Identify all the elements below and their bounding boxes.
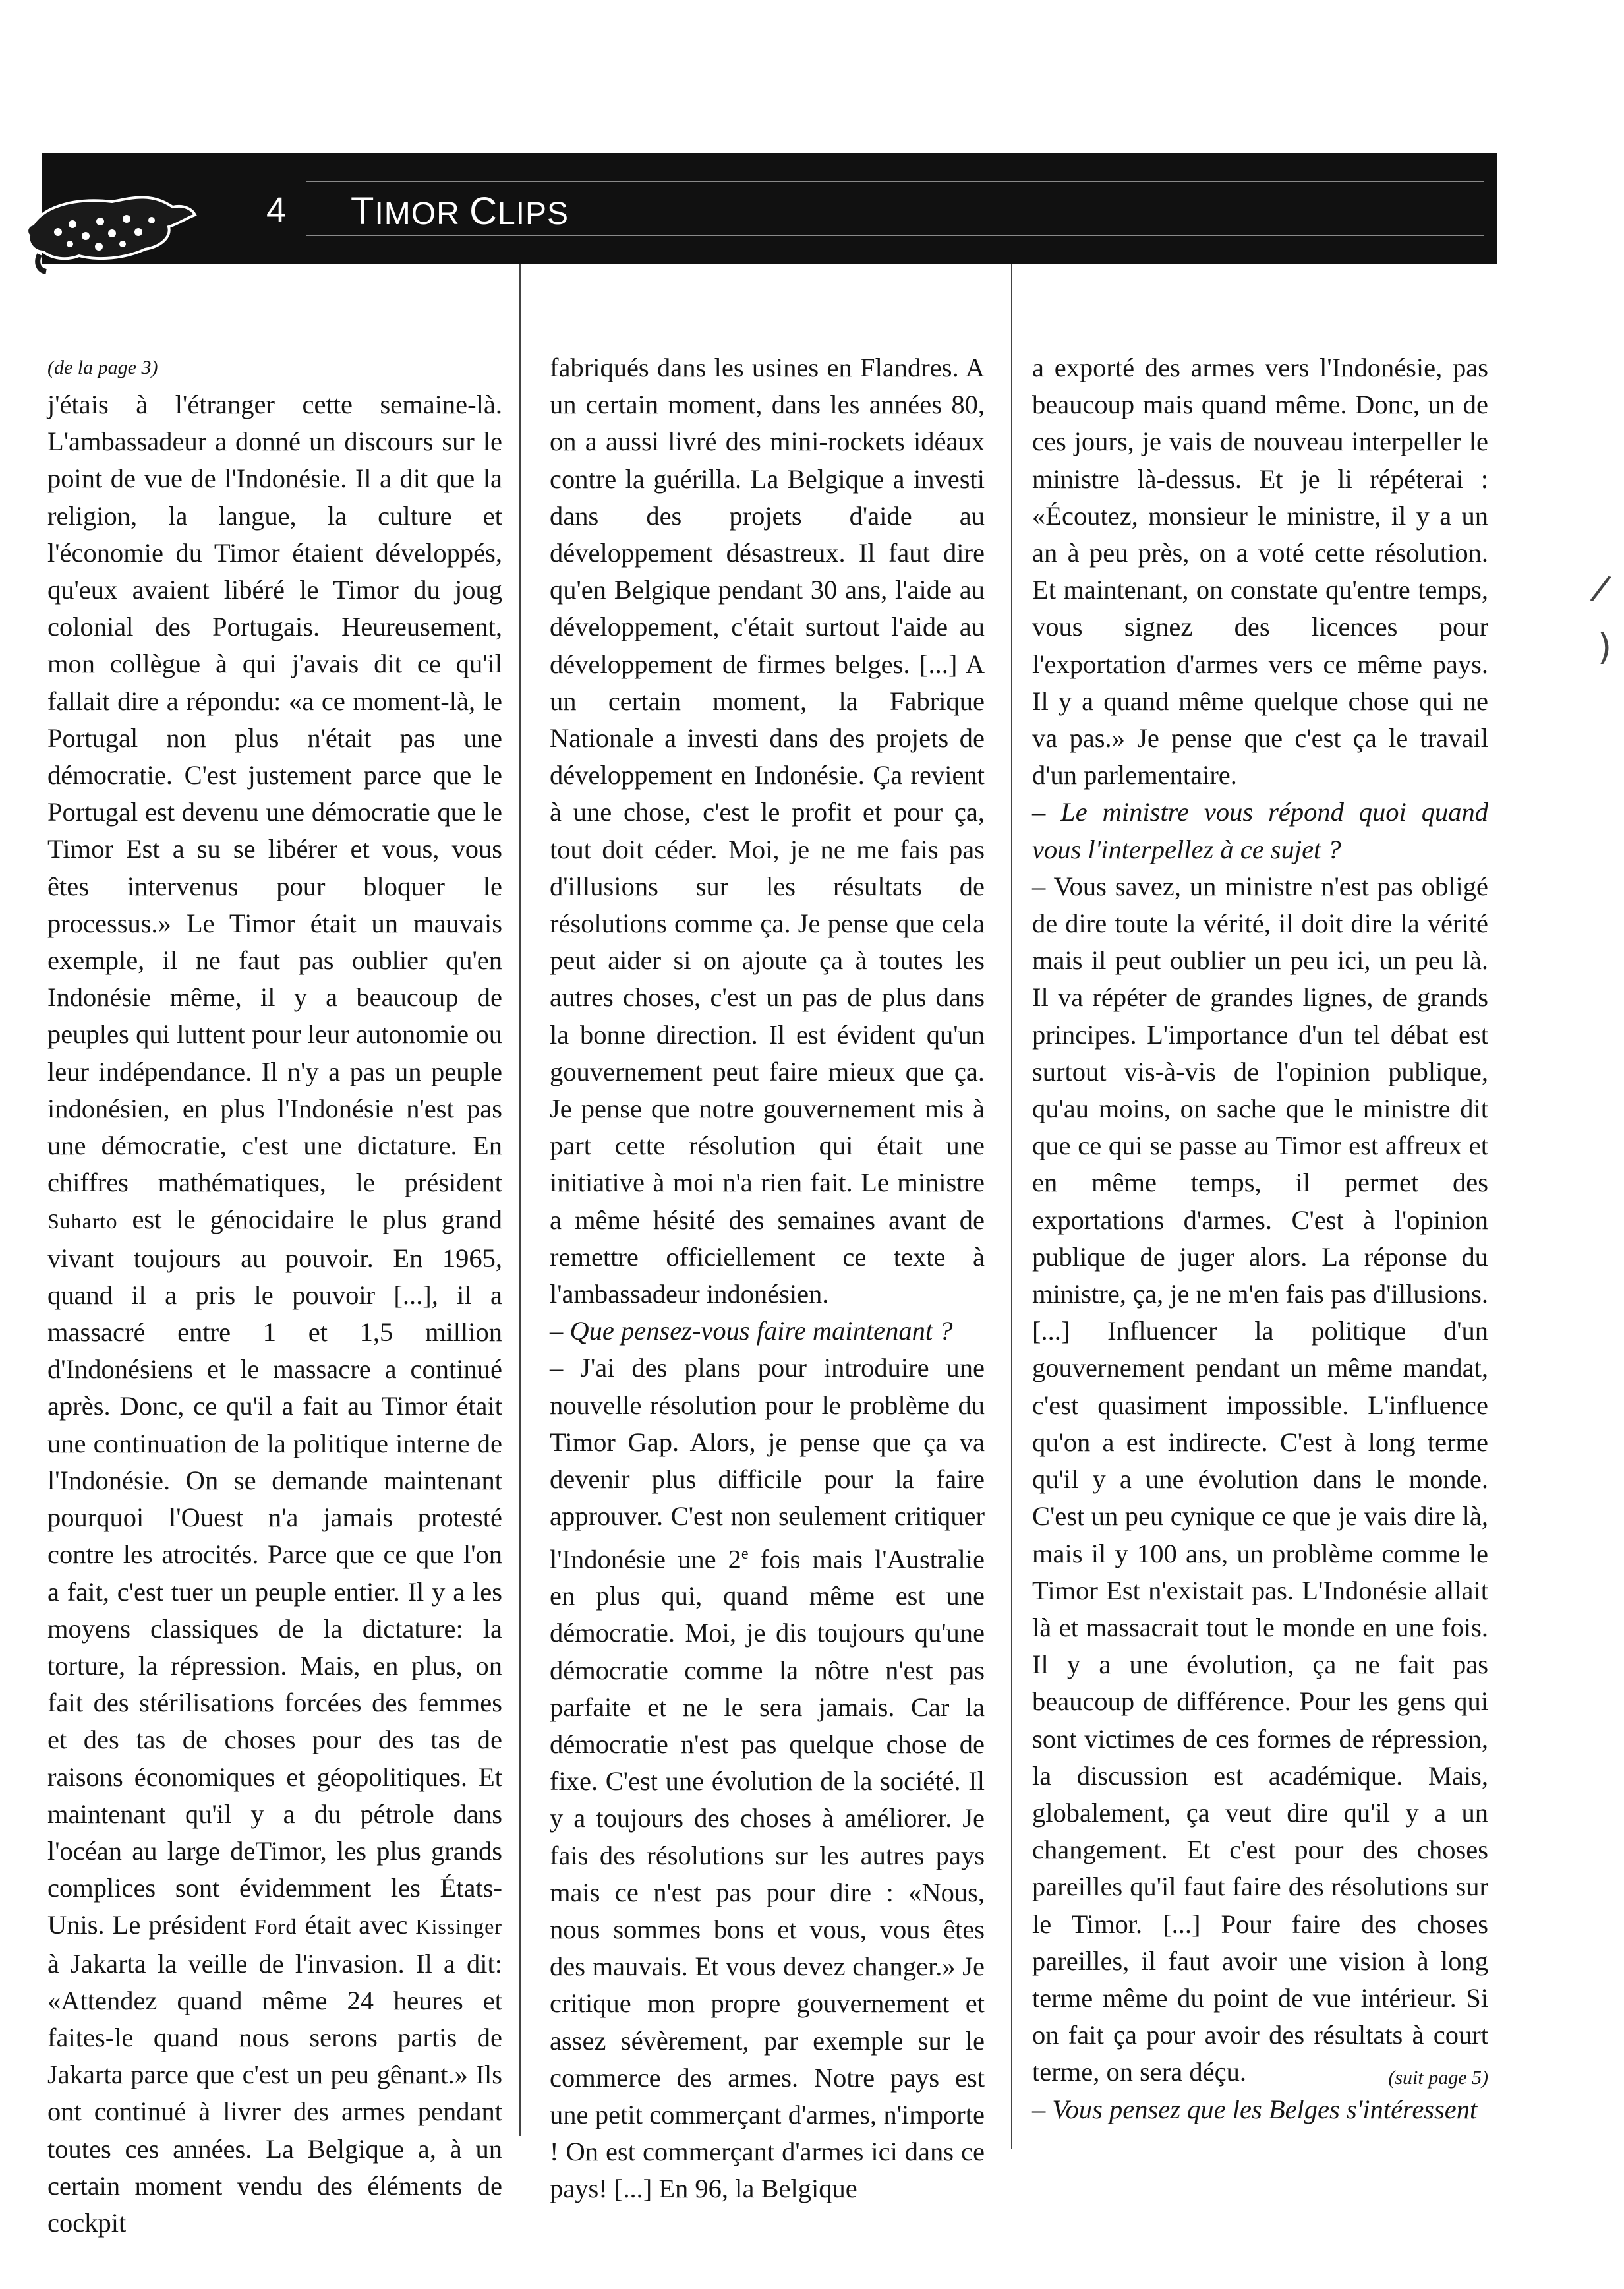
column-1-text-c: était avec: [297, 1910, 416, 1940]
title-rest-imor: IMOR: [374, 196, 470, 231]
title-rest-lips: LIPS: [497, 196, 569, 231]
interview-question: – Le ministre vous répond quoi quand vous l'interpellez à ce sujet ?: [1032, 797, 1488, 864]
column-2-body-a: fabriqués dans les usines en Flandres. A un certain moment, dans les années 80, on a aussi livré des mini-rockets idéaux contre la guérilla. La Belgique a investi dans des projets d'aide au développement désastreux. Il faut dire qu'en Belgique pendant 30 ans, l'aide au développement, c'était surtout l'aide au développement de firmes belges. [...] A un certain moment, la Fabrique Nationale a investi dans des projets de développement en Indonésie. Ça revient à une chose, c'est le profit et pour ça, tout doit céder. Moi, je ne me fais pas d'illusions sur les résultats de résolutions comme ça. Je pense que cela peut aider si on ajoute ça à toutes les autres choses, c'est un pas de plus dans la bonne direction. Il est évident qu'un gouvernement peut faire mieux que ça. Je pense que notre gouvernement mis à part cette résolution qui était une initiative à moi n'a rien fait. Le ministre a même hésité des semaines avant de remettre officiellement ce texte à l'ambassadeur indonésien.: [550, 353, 985, 1309]
title-initial-c: C: [469, 190, 498, 233]
column-3-body-a: a exporté des armes vers l'Indonésie, pas beaucoup mais quand même. Donc, un de ces jours, je vais de nouveau interpeller le ministre là-dessus. Et je li répéterai : «Écoutez, monsieur le ministre, il y a un an à peu près, on a voté cette résolution. Et maintenant, on constate qu'entre temps, vous signez des licences pour l'exportation d'armes vers ce même pays. Il y a quand même quelque chose qui ne va pas.» Je pense que c'est ça le travail d'un parlementaire.: [1032, 353, 1488, 790]
header-rule-top: [306, 181, 1484, 182]
page-header-bar: [42, 153, 1497, 264]
interview-question: – Vous pensez que les Belges s'intéressent: [1032, 2094, 1478, 2124]
publication-title: [351, 189, 569, 237]
column-2-body-b: [550, 1350, 985, 2207]
scan-margin-mark: ): [1598, 626, 1612, 668]
name-suharto: Suharto: [47, 1209, 118, 1234]
column-2-text-b1: – J'ai des plans pour introduire une nouvelle résolution pour le problème du Timor Gap. Alors, je pense que ça va devenir plus difficile pour la faire approuver. C'est non seulement critiquer l'Indonésie une 2: [550, 1353, 985, 1574]
page-number: 4: [266, 191, 287, 230]
ordinal-superscript: e: [741, 1545, 749, 1562]
timor-island-logo-icon: [20, 178, 199, 277]
column-rule-1: [519, 264, 521, 2136]
article-column-2: [550, 349, 985, 2208]
continued-from-note: (de la page 3): [47, 357, 158, 378]
continued-on-note: (suit page 5): [1388, 2067, 1488, 2089]
article-column-3: [1032, 349, 1488, 2128]
column-1-text-b: est le génocidaire le plus grand vivant toujours au pouvoir. En 1965, quand il a pris le pouvoir [...], il a massacré entre 1 et 1,5 million d'Indonésiens et le massacre a continué après. Donc, ce qu'il a fait au Timor était une continuation de la politique interne de l'Indonésie. On se demande maintenant pourquoi l'Ouest n'a jamais protesté contre les atrocités. Parce que ce que l'on a fait, c'est tuer un peuple entier. Il y a les moyens classiques de la dictature: la torture, la répression. Mais, en plus, on fait des stérilisations forcées des femmes et des tas de choses pour des tas de raisons économiques et géopolitiques. Et maintenant qu'il y a du pétrole dans l'océan au large deTimor, les plus grands complices sont évidemment les États-Unis. Le président: [47, 1204, 502, 1940]
column-1-text-a: j'étais à l'étranger cette semaine-là. L'ambassadeur a donné un discours sur le point de vue de l'Indonésie. Il a dit que la religion, la langue, la culture et l'économie du Timor étaient développés, qu'eux avaient libéré le Timor du joug colonial des Portugais. Heureusement, mon collègue à qui j'avais dit ce qu'il fallait dire a répondu: «a ce moment-là, le Portugal non plus n'était pas une démocratie. C'est justement parce que le Portugal est devenu une démocratie que le Timor Est a su se libérer et vous, vous êtes intervenus pour bloquer le processus.» Le Timor était un mauvais exemple, il ne faut pas oublier qu'en Indonésie même, il y a beaucoup de peuples qui luttent pour leur autonomie ou leur indépendance. Il n'y a pas un peuple indonésien, en plus l'Indonésie n'est pas une démocratie, c'est une dictature. En chiffres mathématiques, le président: [47, 390, 502, 1198]
column-3-body-b: – Vous savez, un ministre n'est pas obligé de dire toute la vérité, il doit dire la vérité mais il peut oublier un peu ici, un peu là. Il va répéter de grandes lignes, de grands principes. L'importance d'un tel débat est surtout vis-à-vis de l'opinion publique, qu'au moins, on sache que le ministre dit que ce qui se passe au Timor est affreux et en même temps, il permet des exportations d'armes. C'est à l'opinion publique de juger alors. La réponse du ministre, ça, je ne m'en fais pas d'illusions. [...] Influencer la politique d'un gouvernement pendant un même mandat, c'est quasiment impossible. L'influence qu'on a est indirecte. C'est à long terme qu'il y a une évolution dans le monde. C'est un peu cynique ce que je vais dire là, mais il y 100 ans, un problème comme le Timor Est n'existait pas. L'Indonésie allait là et massacrait tout le monde en une fois. Il y a une évolution, ça ne fait pas beaucoup de différence. Pour les gens qui sont victimes de ces formes de répression, la discussion est académique. Mais, globalement, ça veut dire qu'il y a un changement. Et c'est pour des choses pareilles qu'il faut faire des résolutions sur le Timor. [...] Pour faire des choses pareilles, il faut avoir une vision à long terme même du point de vue intérieur. Si on fait ça pour avoir des résultats à court terme, on sera déçu.: [1032, 871, 1488, 2087]
article-column-1: [47, 349, 502, 2242]
column-1-text-d: à Jakarta la veille de l'invasion. Il a dit: «Attendez quand même 24 heures et faites-le quand nous serons partis de Jakarta parce que c'est un peu gênant.» Ils ont continué à livrer des armes pendant toutes ces années. La Belgique a, à un certain moment vendu des éléments de cockpit: [47, 1948, 502, 2238]
interview-question: – Que pensez-vous faire maintenant ?: [550, 1316, 953, 1346]
scan-margin-mark: /: [1588, 566, 1614, 610]
column-rule-2: [1011, 264, 1012, 2149]
title-initial-t: T: [351, 190, 375, 233]
column-2-text-b2: fois mais l'Australie en plus qui, quand même est une démocratie. Moi, je dis toujours qu'une démocratie comme la nôtre n'est pas parfaite et ne le sera jamais. Car la démocratie n'est pas quelque chose de fixe. C'est une évolution de la société. Il y a toujours des choses à améliorer. Je fais des résolutions sur les autres pays mais ce n'est pas pour dire : «Nous, nous sommes bons et vous, vous êtes des mauvais. Et vous devez changer.» Je critique mon propre gouvernement et assez sévèrement, par exemple sur le commerce des armes. Notre pays est une petit commerçant d'armes, n'importe ! On est commerçant d'armes ici dans ce pays! [...] En 96, la Belgique: [550, 1544, 985, 2204]
column-1-body: [47, 386, 502, 2242]
name-kissinger: Kissinger: [415, 1915, 502, 1939]
name-ford: Ford: [254, 1915, 297, 1939]
